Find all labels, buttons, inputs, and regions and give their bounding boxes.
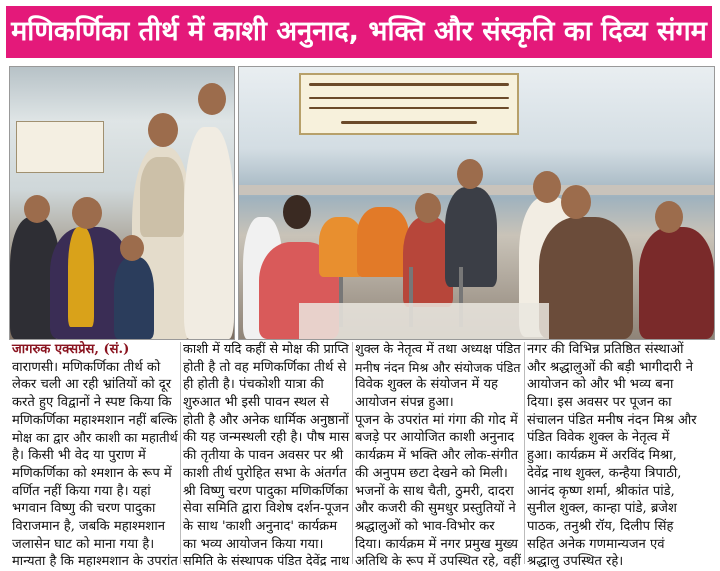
text-line: आयोजन संपन्न हुआ। xyxy=(355,395,454,411)
text-line: की अनुपम छटा देखने को मिली। xyxy=(355,465,508,481)
photo-gathering xyxy=(238,66,715,340)
text-line: मनीष नंदन मिश्र और संयोजक पंडित xyxy=(355,359,521,375)
text-line: मान्यता है कि महाश्मशान के उपरांत xyxy=(12,554,178,570)
text-line: काशी तीर्थ पुरोहित सभा के अंतर्गत xyxy=(183,465,347,481)
text-line: की यह जन्मस्थली रही है। पौष मास xyxy=(183,430,350,446)
text-line: सहित अनेक गणमान्यजन एवं xyxy=(527,536,665,552)
text-line: कार्यक्रम में भक्ति और लोक-संगीत xyxy=(355,448,519,464)
text-line: आयोजन को और भी भव्य बना xyxy=(527,377,674,393)
article-column-2 xyxy=(183,341,349,571)
text-line: पाठक, तनुश्री रॉय, दिलीप सिंह xyxy=(527,518,674,534)
text-line: मणिकर्णिका को श्मशान के रूप में xyxy=(12,465,172,481)
text-line: श्रद्धालु उपस्थित रहे। xyxy=(527,554,624,570)
text-line: भजनों के साथ चैती, ठुमरी, दादरा xyxy=(355,483,514,499)
text-line: शुक्ल के नेतृत्व में तथा अध्यक्ष पंडित xyxy=(355,342,521,357)
text-line: वाराणसी। मणिकर्णिका तीर्थ को xyxy=(12,359,161,375)
text-line: श्रद्धालुओं को भाव-विभोर कर xyxy=(355,518,495,534)
text-line: हुआ। कार्यक्रम में अरविंद मिश्रा, xyxy=(527,448,677,464)
text-line: लेकर चली आ रही भ्रांतियों को दूर xyxy=(12,377,172,393)
text-line: समिति के संस्थापक पंडित देवेंद्र नाथ xyxy=(183,554,350,570)
text-line: वर्णित नहीं किया गया है। यहां xyxy=(12,483,151,499)
article-column-4 xyxy=(527,341,713,571)
text-line: के साथ 'काशी अनुनाद' कार्यक्रम xyxy=(183,518,338,534)
text-line: जलासेन घाट को माना गया है। xyxy=(12,536,155,552)
text-line: का भव्य आयोजन किया गया। xyxy=(183,536,324,552)
text-line: होती है और अनेक धार्मिक अनुष्ठानों xyxy=(183,412,349,428)
text-line: श्री विष्णु चरण पादुका मणिकर्णिका xyxy=(183,483,349,499)
text-line: दिया। इस अवसर पर पूजन का xyxy=(527,395,672,411)
text-line: शुरुआत भी इसी पावन स्थल से xyxy=(183,395,329,411)
text-line: बजड़े पर आयोजित काशी अनुनाद xyxy=(355,430,515,446)
text-line: मोक्ष का द्वार और काशी का महातीर्थ xyxy=(12,430,178,446)
text-line: मणिकर्णिका महाश्मशान नहीं बल्कि xyxy=(12,412,178,428)
text-line: संचालन पंडित मनीष नंदन मिश्र और xyxy=(527,412,697,428)
text-line: और श्रद्धालुओं की बड़ी भागीदारी ने xyxy=(527,359,693,375)
text-line: नगर की विभिन्न प्रतिष्ठित संस्थाओं xyxy=(527,342,684,357)
text-line: है। किसी भी वेद या पुराण में xyxy=(12,448,146,464)
article-column-1 xyxy=(12,341,178,571)
text-line: अतिथि के रूप में उपस्थित रहे, वहीं xyxy=(355,554,521,570)
text-line: और कजरी की सुमधुर प्रस्तुतियों ने xyxy=(355,501,516,517)
text-line: दिया। कार्यक्रम में नगर प्रमुख मुख्य xyxy=(355,536,518,552)
text-line: सेवा समिति द्वारा विशेष दर्शन-पूजन xyxy=(183,501,349,517)
photo-banner xyxy=(16,121,104,173)
text-line: करते हुए विद्वानों ने स्पष्ट किया कि xyxy=(12,395,172,411)
byline: जागरुक एक्सप्रेस, (सं.) xyxy=(12,342,130,357)
text-line: आनंद कृष्ण शर्मा, श्रीकांत पांडे, xyxy=(527,483,675,499)
text-line: होती है तो वह मणिकर्णिका तीर्थ से xyxy=(183,359,347,375)
photo-banner xyxy=(299,73,519,135)
text-line: विवेक शुक्ल के संयोजन में यह xyxy=(355,377,498,393)
text-line: की तृतीया के पावन अवसर पर श्री xyxy=(183,448,344,464)
photo-speaker xyxy=(9,66,235,340)
text-line: सुनील शुक्ल, कान्हा पांडे, ब्रजेश xyxy=(527,501,677,517)
text-line: पंडित विवेक शुक्ल के नेतृत्व में xyxy=(527,430,670,446)
text-line: काशी में यदि कहीं से मोक्ष की प्राप्ति xyxy=(183,342,349,357)
article-column-3 xyxy=(355,341,521,571)
text-line: विराजमान है, जबकि महाश्मशान xyxy=(12,518,165,534)
text-line: भगवान विष्णु की चरण पादुका xyxy=(12,501,156,517)
text-line: पूजन के उपरांत मां गंगा की गोद में xyxy=(355,412,518,428)
text-line: देवेंद्र नाथ शुक्ल, कन्हैया त्रिपाठी, xyxy=(527,465,682,481)
headline: मणिकर्णिका तीर्थ में काशी अनुनाद, भक्ति और संस्कृति का दिव्य संगम xyxy=(6,6,712,58)
text-line: ही होती है। पंचकोशी यात्रा की xyxy=(183,377,324,393)
